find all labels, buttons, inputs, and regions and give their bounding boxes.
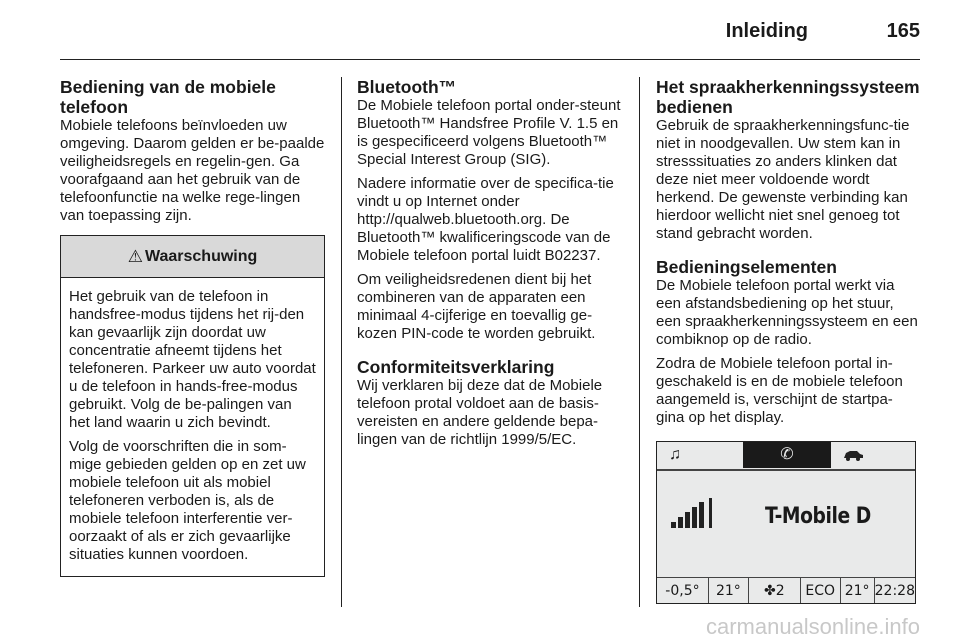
watermark: carmanualsonline.info	[705, 614, 920, 639]
chapter-title: Inleiding	[725, 20, 808, 42]
eco-mode: ECO	[801, 578, 841, 603]
warning-body	[61, 278, 324, 576]
temperature-left: 21°	[709, 578, 749, 603]
music-note-icon: ♫	[669, 446, 681, 463]
phone-display-image	[656, 441, 916, 604]
section-heading-bluetooth: Bluetooth™	[357, 77, 457, 97]
warning-paragraph-2: Volg de voorschriften die in som-mige gebieden gelden op en zet uw mobiele telefoon uit als mobiel telefoneren verboden is, als de mobiele telefoon interferentie ver-oorzaakt of als er zich gevaarlijke situaties kunnen voordoen.	[69, 438, 306, 563]
display-tabs	[657, 442, 915, 470]
column-3	[656, 77, 921, 604]
column-divider-1	[341, 77, 342, 607]
warning-box	[60, 235, 325, 577]
paragraph-speech: Gebruik de spraakherkenningsfunc-tie niet in noodgevallen. Uw stem kan in stresssituaties zo anders klinken dat deze niet meer voldoende wordt herkend. De gewenste verbinding kan hierdoor wellicht niet snel genoeg tot stand gebracht worden.	[656, 117, 910, 242]
paragraph-intro: Mobiele telefoons beïnvloeden uw omgeving. Daarom gelden er be-paalde veiligheidsregels en regelin-gen. Ga voorafgaand aan het gebruik van de telefoonfunctie na welke rege-lingen van toepassing zijn.	[60, 117, 325, 224]
column-2	[357, 77, 622, 449]
fan-icon: ✤	[763, 582, 776, 599]
temperature-right: 21°	[841, 578, 875, 603]
warning-title: Waarschuwing	[144, 247, 258, 265]
outside-temperature: -0,5°	[657, 578, 709, 603]
car-icon	[833, 442, 873, 468]
clock: 22:28	[874, 582, 915, 599]
paragraph-bluetooth-2: Nadere informatie over de specifica-tie vindt u op Internet onder http://qualweb.bluetooth.org. De Bluetooth™ kwalificeringscode van de Mobiele telefoon portal luidt B02237.	[357, 175, 614, 264]
column-divider-2	[639, 77, 640, 607]
network-name: T-Mobile D	[765, 504, 871, 529]
climate-status-bar	[657, 577, 915, 603]
paragraph-bluetooth-3: Om veiligheidsredenen dient bij het combineren van de apparaten een minimaal 4-cijferige en toevallig ge-kozen PIN-code te worden gebruikt.	[357, 271, 596, 342]
signal-strength-icon	[671, 498, 721, 528]
section-heading-mobile: Bediening van de mobiele telefoon	[60, 77, 276, 117]
paragraph-controls-1: De Mobiele telefoon portal werkt via een afstandsbediening op het stuur, een spraakherkenningssysteem en een combiknop op de radio.	[656, 277, 918, 348]
section-heading-controls: Bedieningselementen	[656, 257, 837, 277]
fan-level: 2	[775, 582, 785, 599]
section-heading-conformity: Conformiteitsverklaring	[357, 357, 555, 377]
section-heading-speech: Het spraakherkenningssysteem bedienen	[656, 77, 920, 117]
page-number: 165	[886, 20, 920, 42]
warning-triangle-icon: ⚠	[127, 246, 143, 266]
column-1	[60, 77, 325, 577]
paragraph-bluetooth-1: De Mobiele telefoon portal onder-steunt Bluetooth™ Handsfree Profile V. 1.5 en is gespecificeerd volgens Bluetooth™ Special Interest Group (SIG).	[357, 97, 621, 168]
paragraph-controls-2: Zodra de Mobiele telefoon portal in-geschakeld is en de mobiele telefoon aangemeld is, verschijnt de startpa-gina op het display.	[656, 355, 903, 426]
warning-paragraph-1: Het gebruik van de telefoon in handsfree-modus tijdens het rij-den kan gevaarlijk zijn doordat uw concentratie afneemt tijdens het telefoneren. Parkeer uw auto voordat u de telefoon in hands-free-modus gebruikt. Volg de be-palingen van het land waarin u zich bevindt.	[69, 288, 316, 431]
page-header	[60, 0, 920, 60]
warning-header	[61, 236, 324, 278]
fan-speed	[749, 578, 801, 603]
paragraph-conformity: Wij verklaren bij deze dat de Mobiele telefoon protal voldoet aan de basis-vereisten en andere geldende bepa-lingen van de richtlijn 1999/5/EC.	[357, 377, 603, 448]
phone-icon: ✆	[743, 442, 831, 468]
